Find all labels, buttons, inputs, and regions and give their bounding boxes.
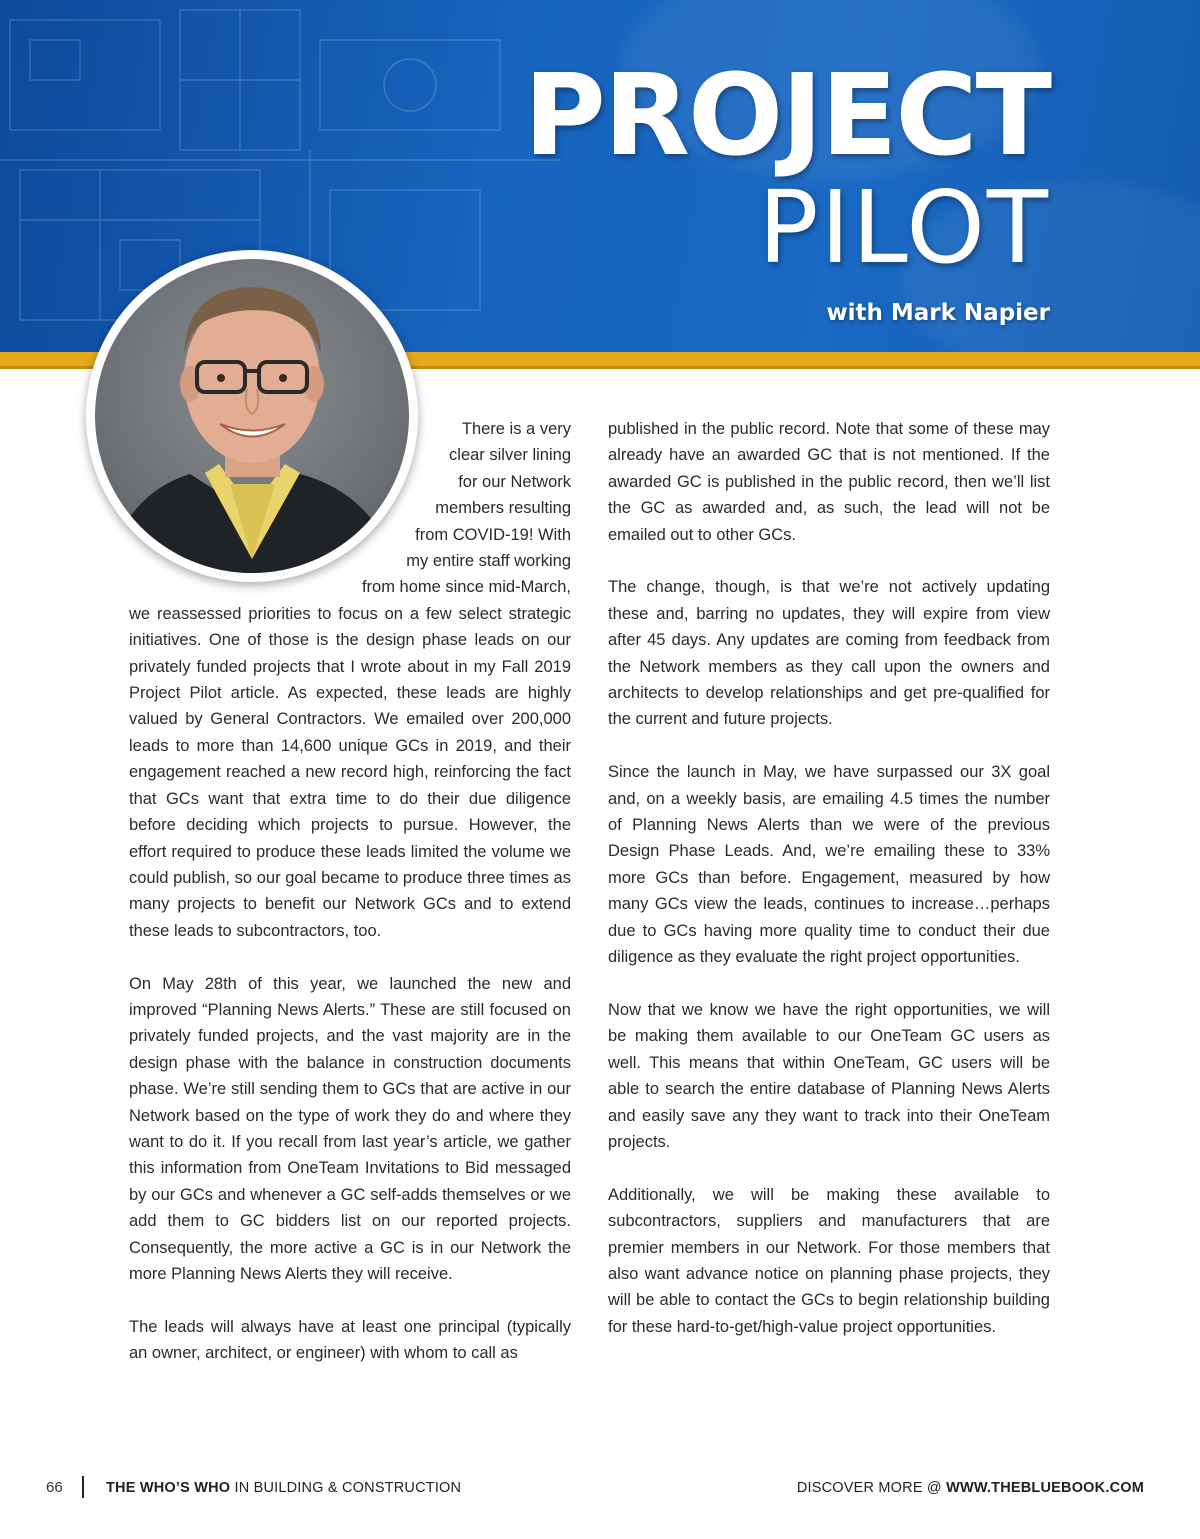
page-number: 66 [46,1479,63,1496]
article-text-line: my entire staff working [406,552,571,571]
article-text-line: members resulting [435,499,571,518]
publication-name-bold: THE WHO’S WHO [106,1480,231,1496]
article-text-line: There is a very [461,420,571,438]
article-paragraph: Additionally, we will be making these available to subcontractors, suppliers and manufacturers that are premier members in our Network. For those members that also want advance notice on planning phase projects, they will be able to contact the GCs to begin relationship building for these hard-to-get/high-value project opportunities. [608,1185,1050,1336]
discover-more-link[interactable] [797,1480,1144,1496]
title-line-project: PROJECT [523,51,1050,181]
author-byline: with Mark Napier [826,300,1050,326]
discover-prefix: DISCOVER MORE @ [796,1480,947,1496]
article-text-line: from home since mid-March, [361,578,571,597]
article-text-line: from COVID-19! With [415,525,571,544]
article-paragraph: Since the launch in May, we have surpassed our 3X goal and, on a weekly basis, are emailing 4.5 times the number of Planning News Alerts than we were of the previous Design Phase Leads. And, we’re emailing these to 33% more GCs than before. Engagement, measured by how many GCs view the leads, continues to increase…perhaps due to GCs having more quality time to conduct their due diligence as they evaluate the right project opportunities. [608,763,1050,967]
article-text-continued: we reassessed priorities to focus on a few select strategic initiatives. One of those is the design phase leads on our privately funded projects that I wrote about in my Fall 2019 Project Pilot article. As expected, these leads are highly valued by General Contractors. We emailed over 200,000 leads to more than 14,600 unique GCs in 2019, and their engagement reached a new record high, reinforcing the fact that GCs want that extra time to do their due diligence before deciding which projects to pursue. However, the effort required to produce these leads limited the volume we could publish, so our goal became to produce three times as many projects to benefit our Network GCs and to extend these leads to subcontractors, too. [129,604,571,940]
article-paragraph: published in the public record. Note that some of these may already have an awarded GC that is not mentioned. If the awarded GC is published in the public record, then we’ll list the GC as awarded and, as such, the lead will not be emailed out to other GCs. [608,420,1050,544]
article-text-line: clear silver lining [449,446,571,465]
article-paragraph: Now that we know we have the right opportunities, we will be making them available to our OneTeam GC users as well. This means that within OneTeam, GC users will be able to search the entire database of Planning News Alerts and easily save any they want to track into their OneTeam projects. [608,1000,1050,1151]
title-line-pilot: PILOT [758,169,1050,286]
article-paragraph: The leads will always have at least one principal (typically an owner, architect, or engineer) with whom to call as [129,1317,571,1363]
article-column-left [129,416,571,1367]
publication-name-rest: IN BUILDING & CONSTRUCTION [230,1480,462,1496]
article-paragraph: On May 28th of this year, we launched the new and improved “Planning News Alerts.” These are still focused on privately funded projects, and the vast majority are in the design phase with the balance in construction documents phase. We’re still sending them to GCs that are active in our Network based on the type of work they do and where they want to do it. If you recall from last year’s article, we gather this information from OneTeam Invitations to Bid messaged by our GCs and whenever a GC self-adds themselves or we add them to GC bidders list on our reported projects. Consequently, the more active a GC is in our Network the more Planning News Alerts they will receive. [129,974,571,1283]
article-paragraph: The change, though, is that we’re not actively updating these and, barring no updates, they will expire from view after 45 days. Any updates are coming from feedback from the Network members as they call upon the owners and architects to develop relationships and get pre-qualified for the current and future projects. [608,578,1050,729]
publication-name [106,1480,461,1496]
website-url[interactable]: WWW.THEBLUEBOOK.COM [946,1480,1144,1496]
article-column-right [608,416,1050,1340]
article-paragraph [129,416,571,944]
article-text-line: for our Network [458,472,571,491]
footer-divider [82,1476,84,1498]
page-footer [0,1474,1200,1504]
